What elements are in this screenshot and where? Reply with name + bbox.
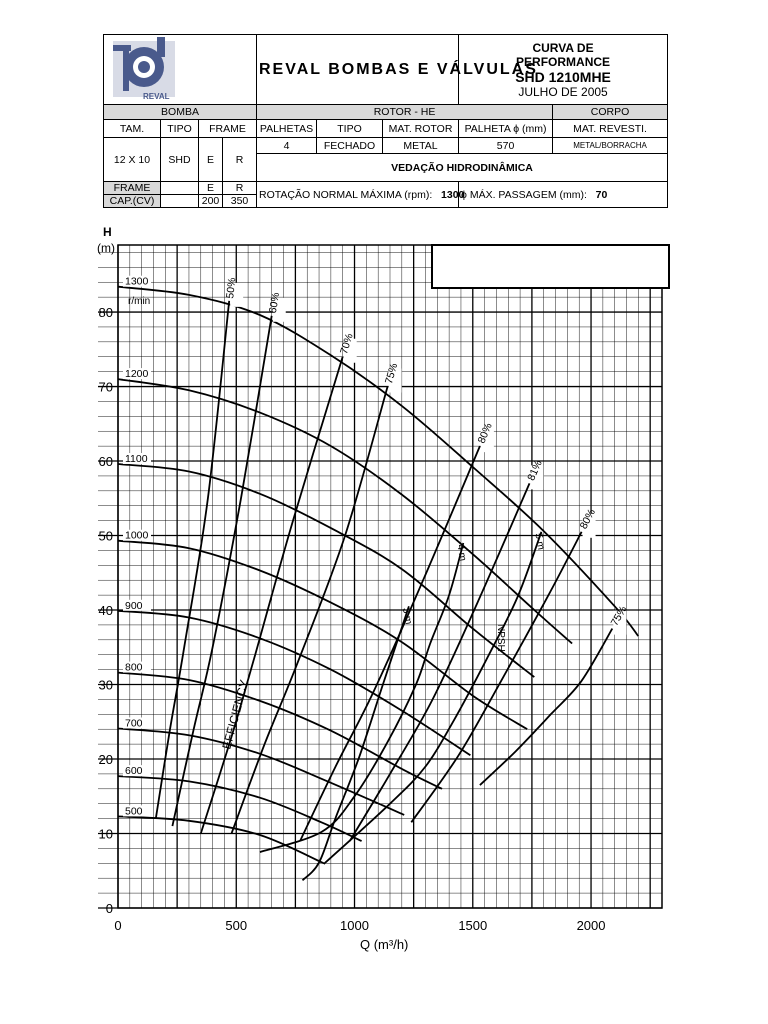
x-tick-label: 1500 — [458, 918, 488, 933]
vedacao-label: VEDAÇÃO HIDRODINÂMICA — [257, 154, 668, 182]
y-axis-label: (m) — [97, 241, 115, 255]
grid-major — [98, 245, 662, 908]
corpo-header: CORPO — [553, 105, 668, 120]
npsh-label: 4 m — [454, 543, 469, 562]
value-mat-rotor: METAL — [383, 138, 459, 154]
col-mat-rotor: MAT. ROTOR — [383, 120, 459, 138]
col-tam: TAM. — [104, 120, 161, 138]
speed-curve — [118, 729, 404, 818]
x-tick-label: 2000 — [576, 918, 606, 933]
frame-row-label: FRAME — [104, 182, 161, 195]
frame-row-blank — [161, 182, 199, 195]
efficiency-label: 75% — [608, 603, 630, 629]
x-tick-label: 1000 — [340, 918, 369, 933]
model-code: SHD 1210MHE — [515, 68, 611, 85]
rotacao-label: ROTAÇÃO NORMAL MÁXIMA (rpm): — [259, 188, 433, 201]
chart-labels — [99, 276, 630, 933]
speed-curve — [118, 379, 572, 643]
logo-text: REVAL — [143, 92, 170, 101]
rotacao-cell — [257, 182, 465, 208]
col-palhetas: PALHETAS — [257, 120, 317, 138]
y-tick-label: 30 — [98, 677, 113, 693]
efficiency-label: 60% — [266, 291, 283, 315]
efficiency-label: 70% — [338, 332, 356, 356]
rotor-header: ROTOR - HE — [257, 105, 553, 120]
y-tick-label: 70 — [98, 379, 113, 395]
value-palhetas: 4 — [257, 138, 317, 154]
value-frame-e: E — [199, 138, 223, 182]
efficiency-label: 50% — [224, 277, 239, 300]
value-tipo: SHD — [161, 138, 199, 182]
speed-unit-label: r/min — [128, 296, 151, 307]
col-tipo: TIPO — [161, 120, 199, 138]
efficiency-label: 81% — [525, 458, 545, 483]
cap-row-r: 350 — [223, 195, 257, 208]
efficiency-label: 75% — [382, 361, 401, 386]
rotacao-value: 1300 — [441, 188, 465, 201]
y-tick-label: 40 — [98, 603, 113, 619]
efficiency-curve — [480, 629, 612, 786]
npsh-curves — [260, 532, 542, 881]
speed-label: 700 — [125, 717, 143, 730]
speed-label: 600 — [125, 765, 143, 778]
y-axis-symbol: H — [103, 225, 112, 239]
curve-title-line1: CURVA DE — [532, 40, 594, 55]
cap-row-label: CAP.(CV) — [104, 195, 161, 208]
frame-row-e: E — [199, 182, 223, 195]
passagem-value: 70 — [595, 188, 608, 201]
speed-label: 500 — [125, 805, 143, 818]
grid-minor — [98, 245, 662, 908]
efficiency-label: 80% — [577, 507, 598, 532]
performance-chart — [0, 220, 768, 960]
npsh-annotation: NPSH — [495, 624, 506, 652]
efficiency-label: 80% — [475, 421, 495, 446]
x-tick-label: 0 — [114, 918, 122, 933]
x-axis-label: Q (m³/h) — [360, 937, 409, 952]
value-frame-r: R — [223, 138, 257, 182]
npsh-label: 5 m — [532, 532, 547, 551]
speed-curve — [118, 816, 324, 863]
legend-box — [432, 245, 669, 288]
y-tick-label: 10 — [98, 826, 113, 842]
speed-label: 1000 — [125, 529, 149, 542]
company-name: REVAL BOMBAS E VÁLVULAS — [257, 35, 459, 105]
col-mat-revesti: MAT. REVESTI. — [553, 120, 668, 138]
y-tick-label: 60 — [98, 454, 113, 470]
curve-title-line2: PERFORMANCE — [516, 54, 611, 69]
npsh-label: 3 m — [399, 606, 414, 626]
logo-cell — [104, 35, 257, 105]
col-frame: FRAME — [199, 120, 257, 138]
frame-row-r: R — [223, 182, 257, 195]
speed-curve — [118, 541, 527, 730]
speed-label: 1200 — [125, 368, 149, 381]
curve-date: JULHO DE 2005 — [518, 84, 608, 99]
y-tick-label: 50 — [98, 528, 113, 544]
value-palheta-diam: 570 — [459, 138, 553, 154]
y-tick-label: 80 — [98, 305, 113, 321]
col-tipo-rotor: TIPO — [317, 120, 383, 138]
y-tick-label: 20 — [98, 752, 113, 768]
efficiency-curve — [172, 316, 271, 826]
value-tipo-rotor: FECHADO — [317, 138, 383, 154]
value-tam: 12 X 10 — [104, 138, 161, 182]
passagem-cell — [459, 182, 668, 208]
reval-logo-icon — [107, 35, 253, 101]
value-mat-revesti: METAL/BORRACHA — [553, 138, 668, 154]
cap-row-blank — [161, 195, 199, 208]
spec-header-table — [103, 34, 668, 208]
x-tick-label: 500 — [225, 918, 248, 933]
speed-curve — [118, 464, 534, 677]
efficiency-annotation: EFFICIENCY — [219, 678, 252, 751]
speed-label: 1300 — [125, 275, 149, 288]
y-tick-label: 0 — [105, 901, 113, 916]
bomba-header: BOMBA — [104, 105, 257, 120]
col-palheta-diam: PALHETA ϕ (mm) — [459, 120, 553, 138]
passagem-label: ϕ MÁX. PASSAGEM (mm): — [461, 188, 587, 201]
speed-label: 800 — [125, 661, 143, 674]
speed-label: 1100 — [125, 453, 148, 466]
cap-row-e: 200 — [199, 195, 223, 208]
speed-label: 900 — [125, 599, 143, 612]
